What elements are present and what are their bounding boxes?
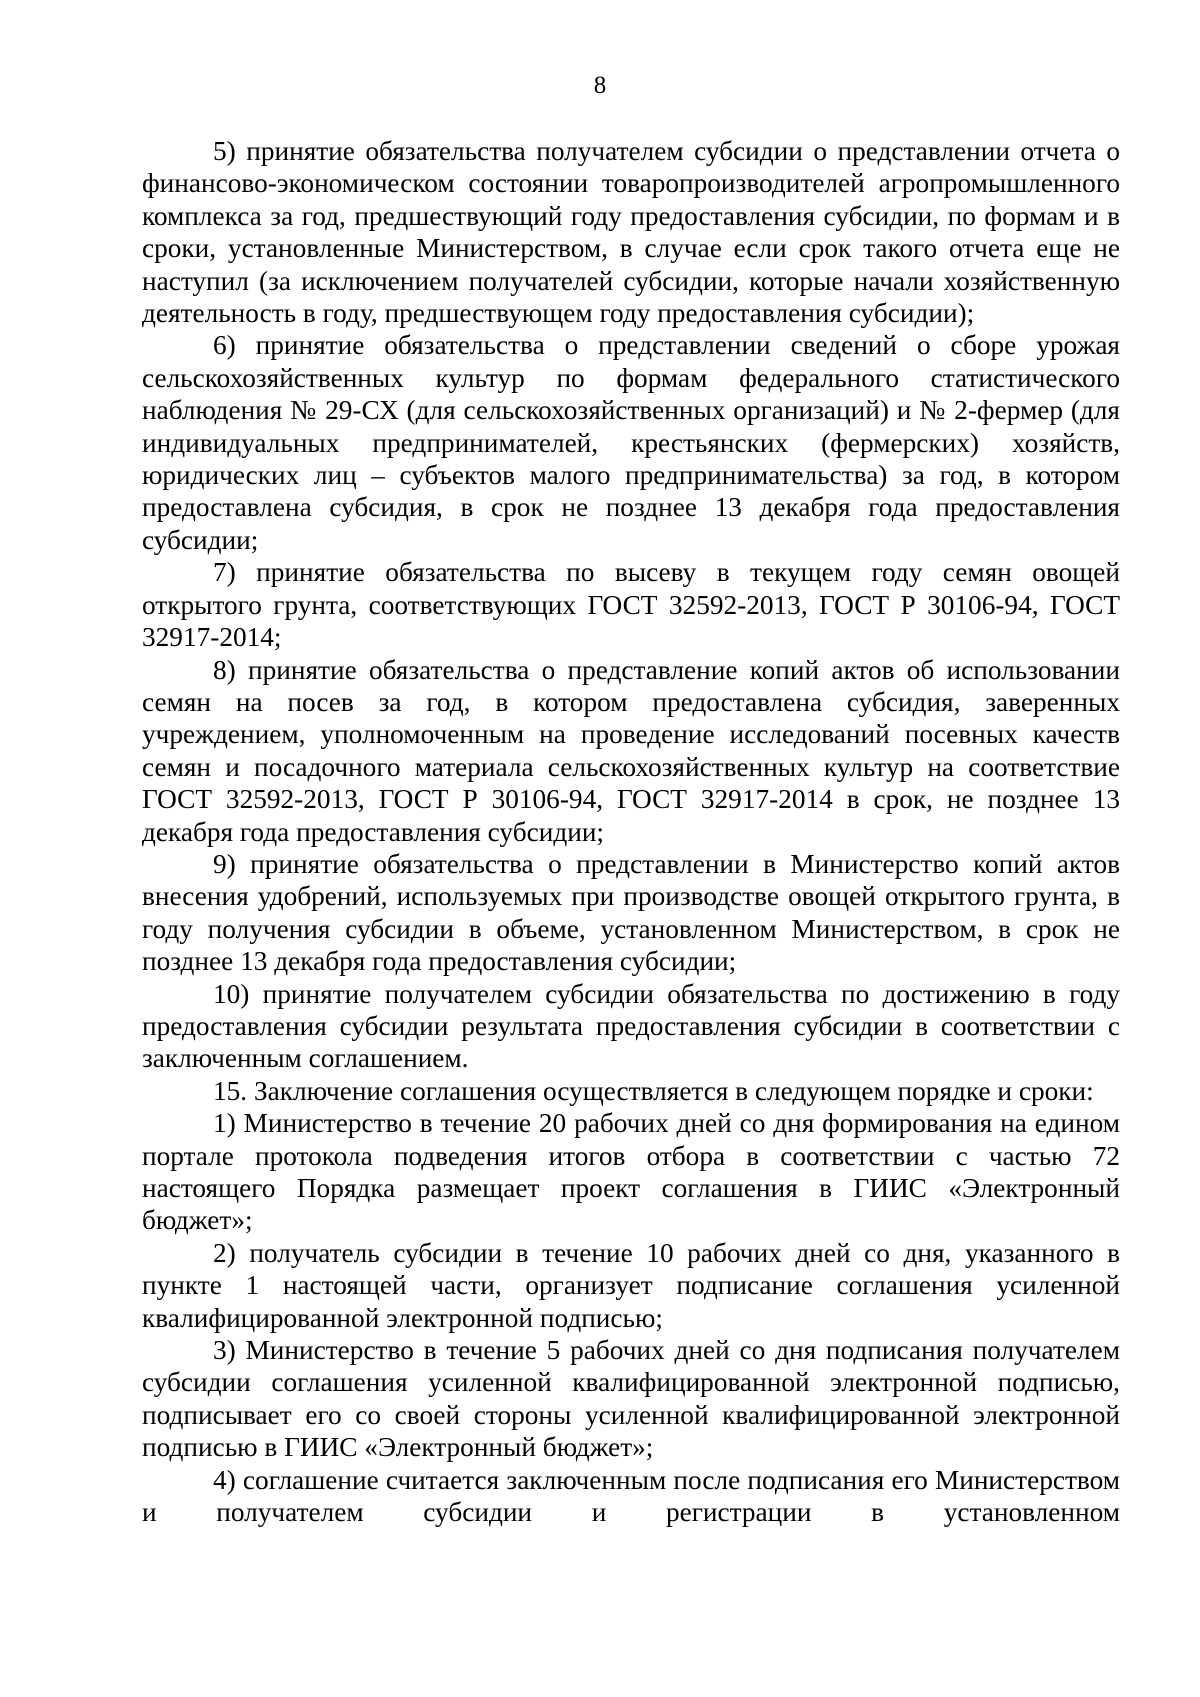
paragraph-step-3: 3) Министерство в течение 5 рабочих дней со дня подписания получателем субсидии соглашения усиленной квалифицированной электронной подписью, подписывает его со своей стороны усиленной квалифицированной электронной подписью в ГИИС «Электронный бюджет»; xyxy=(142,1335,1120,1463)
paragraph-step-1: 1) Министерство в течение 20 рабочих дней со дня формирования на едином портале протокола подведения итогов отбора в соответствии с частью 72 настоящего Порядка размещает проект соглашения в ГИИС «Электронный бюджет»; xyxy=(142,1108,1120,1236)
paragraph-item-5: 5) принятие обязательства получателем субсидии о представлении отчета о финансово-экономическом состоянии товаропроизводителей агропромышленного комплекса за год, предшествующий году предоставления субсидии, по формам и в сроки, установленные Министерством, в случае если срок такого отчета еще не наступил (за исключением получателей субсидии, которые начали хозяйственную деятельность в году, предшествующем году предоставления субсидии); xyxy=(142,136,1120,329)
paragraph-section-15: 15. Заключение соглашения осуществляется в следующем порядке и сроки: xyxy=(213,1075,1094,1106)
paragraph-item-7: 7) принятие обязательства по высеву в текущем году семян овощей открытого грунта, соответствующих ГОСТ 32592-2013, ГОСТ Р 30106-94, ГОСТ 32917-2014; xyxy=(142,557,1120,653)
document-body xyxy=(142,135,1120,1528)
paragraph-step-4: 4) соглашение считается заключенным после подписания его Министерством и получателем субсидии и регистрации в установленном xyxy=(142,1464,1120,1528)
paragraph-item-9: 9) принятие обязательства о представлении в Министерство копий актов внесения удобрений, используемых при производстве овощей открытого грунта, в году получения субсидии в объеме, установленном Министерством, в срок не позднее 13 декабря года предоставления субсидии; xyxy=(142,848,1120,977)
paragraph-item-10: 10) принятие получателем субсидии обязательства по достижению в году предоставления субсидии результата предоставления субсидии в соответствии с заключенным соглашением. xyxy=(142,978,1120,1074)
paragraph-step-2: 2) получатель субсидии в течение 10 рабочих дней со дня, указанного в пункте 1 настоящей части, организует подписание соглашения усиленной квалифицированной электронной подписью; xyxy=(142,1237,1120,1333)
page-number: 8 xyxy=(593,72,607,99)
paragraph-item-6: 6) принятие обязательства о представлении сведений о сборе урожая сельскохозяйственных культур по формам федерального статистического наблюдения № 29-СХ (для сельскохозяйственных организаций) и № 2-фермер (для индивидуальных предпринимателей, крестьянских (фермерских) хозяйств, юридических лиц – субъектов малого предпринимательства) за год, в котором предоставлена субсидия, в срок не позднее 13 декабря года предоставления субсидии; xyxy=(142,330,1120,555)
paragraph-item-8: 8) принятие обязательства о представление копий актов об использовании семян на посев за год, в котором предоставлена субсидия, заверенных учреждением, уполномоченным на проведение исследований посевных качеств семян и посадочного материала сельскохозяйственных культур на соответствие ГОСТ 32592-2013, ГОСТ Р 30106-94, ГОСТ 32917-2014 в срок, не позднее 13 декабря года предоставления субсидии; xyxy=(142,654,1120,847)
